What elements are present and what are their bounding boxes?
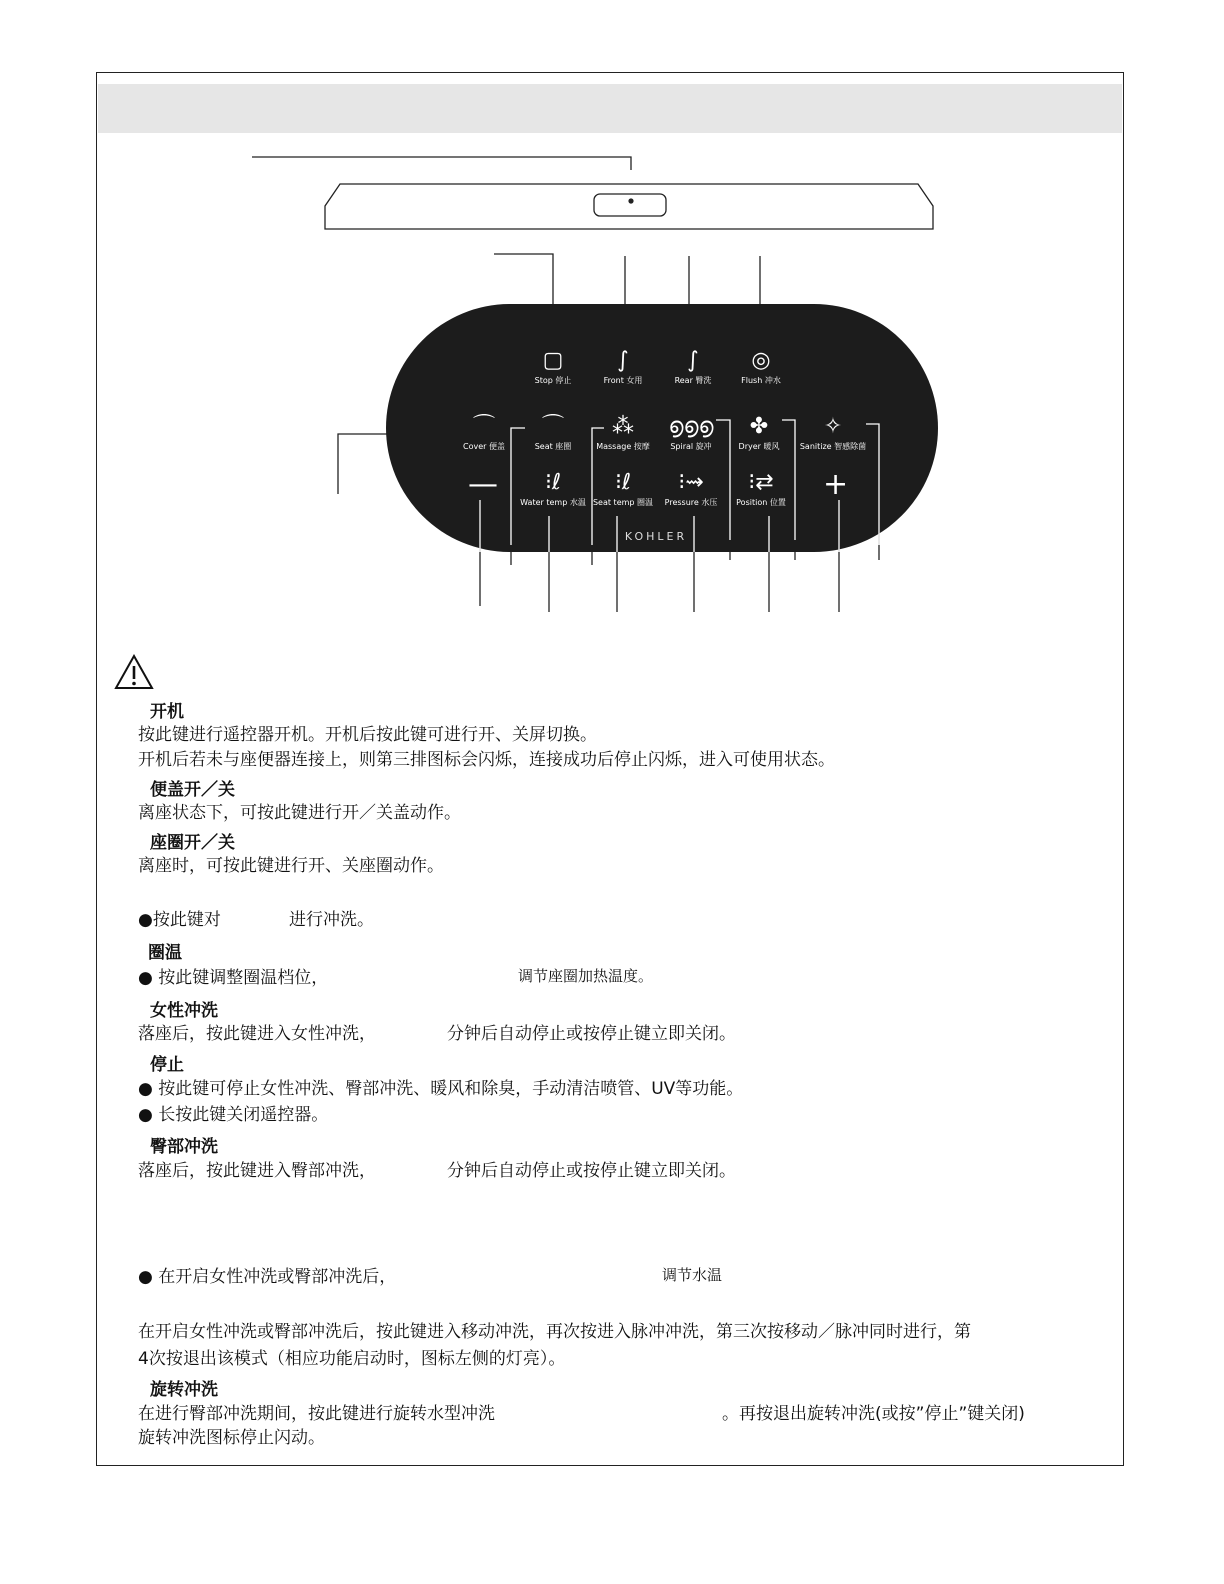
flush-line-b: 进行冲洗。: [289, 910, 374, 930]
seat-temp-button[interactable]: ⁝ℓ Seat temp 圈温: [580, 470, 666, 508]
rear-wash-icon: ∫: [687, 348, 699, 373]
cover-line: 离座状态下，可按此键进行开／关盖动作。: [138, 803, 461, 823]
stop-icon: ▢: [542, 348, 564, 373]
flush-button[interactable]: ◎ Flush 冲水: [718, 348, 804, 386]
power-line1: 按此键进行遥控器开机。开机后按此键可进行开、关屏切换。: [138, 725, 597, 745]
front-line-a: 落座后，按此键进入女性冲洗，: [138, 1024, 376, 1044]
plus-button[interactable]: +: [823, 467, 849, 502]
flush-icon: ◎: [751, 348, 771, 373]
front-title: 女性冲洗: [150, 1001, 218, 1021]
cover-button[interactable]: ⌒ Cover 便盖: [441, 414, 527, 452]
seattemp-line-b: 调节座圈加热温度。: [518, 967, 654, 985]
seat-line: 离座时，可按此键进行开、关座圈动作。: [138, 856, 444, 876]
seat-button[interactable]: ⌒ Seat 座圈: [510, 414, 596, 452]
spiral-icon: ൭൭൭: [668, 414, 714, 439]
rear-title: 臀部冲洗: [150, 1137, 218, 1157]
spiral-title: 旋转冲洗: [150, 1380, 218, 1400]
spiral-line1-b: 。再按退出旋转冲洗(或按”停止”键关闭): [722, 1404, 1025, 1424]
seat-title: 座圈开／关: [150, 833, 235, 853]
position-icon: ⁝⇄: [748, 470, 774, 495]
sanitize-icon: ✧: [823, 414, 843, 439]
remote-callouts-overlay: [0, 0, 1224, 640]
seat-icon: ⌒: [541, 414, 564, 439]
pressure-icon: ⁝⇝: [678, 470, 704, 495]
position-button[interactable]: ⁝⇄ Position 位置: [718, 470, 804, 508]
seattemp-title: 圈温: [148, 943, 182, 963]
power-line2: 开机后若未与座便器连接上，则第三排图标会闪烁，连接成功后停止闪烁，进入可使用状态。: [138, 750, 835, 770]
water-temp-icon: ⁝ℓ: [544, 470, 562, 495]
watertemp-line-a: ● 在开启女性冲洗或臀部冲洗后，: [138, 1267, 397, 1287]
dryer-icon: ✤: [749, 414, 769, 439]
cover-title: 便盖开／关: [150, 780, 235, 800]
cover-icon: ⌒: [472, 414, 495, 439]
rear-line-a: 落座后，按此键进入臀部冲洗，: [138, 1161, 376, 1181]
brand-logo: KOHLER: [624, 530, 688, 543]
front-line-b: 分钟后自动停止或按停止键立即关闭。: [447, 1024, 736, 1044]
front-wash-button[interactable]: ∫ Front 女用: [580, 348, 666, 386]
minus-button[interactable]: —: [468, 467, 498, 502]
stop-line2: ● 长按此键关闭遥控器。: [138, 1105, 329, 1125]
spiral-line2: 旋转冲洗图标停止闪动。: [138, 1428, 325, 1448]
rear-line-b: 分钟后自动停止或按停止键立即关闭。: [447, 1161, 736, 1181]
massage-line1: 在开启女性冲洗或臀部冲洗后，按此键进入移动冲洗，再次按进入脉冲冲洗，第三次按移动／脉冲同时进行，第: [138, 1322, 971, 1342]
rear-wash-button[interactable]: ∫ Rear 臀洗: [650, 348, 736, 386]
stop-line1: ● 按此键可停止女性冲洗、臀部冲洗、暖风和除臭，手动清洁喷管、UV等功能。: [138, 1079, 744, 1099]
stop-button[interactable]: ▢ Stop 停止: [510, 348, 596, 386]
massage-button[interactable]: ⁂ Massage 按摩: [580, 414, 666, 452]
water-temp-button[interactable]: ⁝ℓ Water temp 水温: [510, 470, 596, 508]
spiral-line1-a: 在进行臀部冲洗期间，按此键进行旋转水型冲洗: [138, 1404, 495, 1424]
seat-temp-icon: ⁝ℓ: [614, 470, 632, 495]
seattemp-line-a: ● 按此键调整圈温档位，: [138, 968, 329, 988]
spiral-button[interactable]: ൭൭൭ Spiral 旋冲: [648, 414, 734, 452]
pressure-button[interactable]: ⁝⇝ Pressure 水压: [648, 470, 734, 508]
flush-line-a: ●按此键对: [138, 910, 221, 930]
massage-icon: ⁂: [612, 414, 634, 439]
watertemp-line-b: 调节水温: [662, 1266, 723, 1284]
warning-icon: [114, 654, 154, 690]
front-wash-icon: ∫: [617, 348, 629, 373]
stop-title: 停止: [150, 1055, 184, 1075]
sanitize-button[interactable]: ✧ Sanitize 智感除菌: [790, 414, 876, 452]
power-title: 开机: [150, 702, 184, 722]
dryer-button[interactable]: ✤ Dryer 暖风: [716, 414, 802, 452]
massage-line2: 4次按退出该模式（相应功能启动时，图标左侧的灯亮）。: [138, 1349, 566, 1369]
